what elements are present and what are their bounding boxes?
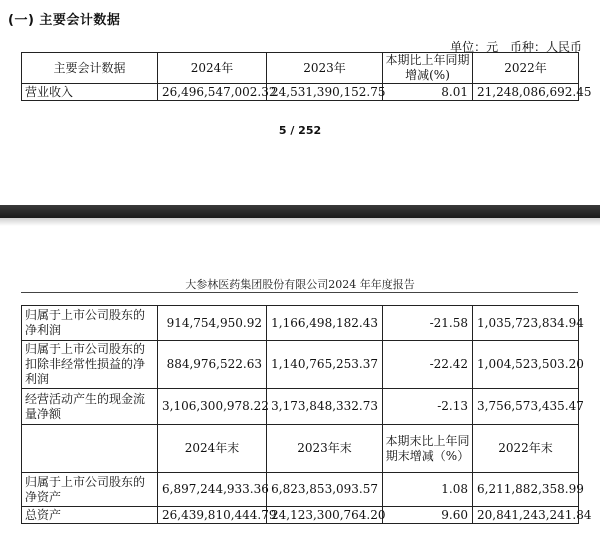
table-row	[22, 306, 579, 341]
table-header-row	[22, 53, 579, 84]
table-header-row	[22, 425, 579, 473]
header-cell: 2023年末	[267, 425, 383, 473]
header-cell	[22, 425, 158, 473]
value-cell: -21.58	[383, 306, 473, 341]
header-rule	[21, 292, 578, 293]
table-row	[22, 473, 579, 507]
value-cell: 24,123,300,764.20	[267, 507, 383, 524]
row-label: 归属于上市公司股东的扣除非经常性损益的净利润	[22, 341, 158, 389]
page-break-shadow	[0, 218, 600, 226]
value-cell: 914,754,950.92	[158, 306, 267, 341]
currency-label: 币种：人民币	[509, 40, 582, 54]
row-label: 归属于上市公司股东的净资产	[22, 473, 158, 507]
table-row	[22, 84, 579, 101]
value-cell: 3,756,573,435.47	[473, 389, 579, 425]
value-cell: 3,173,848,332.73	[267, 389, 383, 425]
header-cell: 2023年	[267, 53, 383, 84]
value-cell: 884,976,522.63	[158, 341, 267, 389]
table-row	[22, 507, 579, 524]
header-cell: 本期末比上年同期末增减（%）	[383, 425, 473, 473]
value-cell: 1,166,498,182.43	[267, 306, 383, 341]
header-cell: 2022年	[473, 53, 579, 84]
section-title: (一) 主要会计数据	[8, 13, 121, 28]
value-cell: 1,035,723,834.94	[473, 306, 579, 341]
header-cell: 2024年末	[158, 425, 267, 473]
row-label: 营业收入	[22, 84, 158, 101]
value-cell: 6,897,244,933.36	[158, 473, 267, 507]
value-cell: 9.60	[383, 507, 473, 524]
accounting-data-table-continued	[21, 305, 592, 524]
table-row	[22, 341, 579, 389]
header-cell: 主要会计数据	[22, 53, 158, 84]
row-label: 经营活动产生的现金流量净额	[22, 389, 158, 425]
unit-label: 单位：元	[450, 40, 499, 54]
value-cell: 21,248,086,692.45	[473, 84, 579, 101]
value-cell: 1,140,765,253.37	[267, 341, 383, 389]
value-cell: 3,106,300,978.22	[158, 389, 267, 425]
row-label: 归属于上市公司股东的净利润	[22, 306, 158, 341]
value-cell: 6,211,882,358.99	[473, 473, 579, 507]
value-cell: 26,439,810,444.79	[158, 507, 267, 524]
report-header: 大参林医药集团股份有限公司2024 年年度报告	[185, 278, 415, 291]
row-label: 总资产	[22, 507, 158, 524]
page-break-bar	[0, 205, 600, 218]
header-cell: 2022年末	[473, 425, 579, 473]
value-cell: 1,004,523,503.20	[473, 341, 579, 389]
page-number: 5 / 252	[278, 124, 322, 137]
value-cell: 1.08	[383, 473, 473, 507]
header-cell: 2024年	[158, 53, 267, 84]
value-cell: -2.13	[383, 389, 473, 425]
accounting-data-table	[21, 52, 592, 101]
value-cell: 20,841,243,241.84	[473, 507, 579, 524]
header-cell: 本期比上年同期增减(%)	[383, 53, 473, 84]
value-cell: 26,496,547,002.32	[158, 84, 267, 101]
table-row	[22, 389, 579, 425]
value-cell: 8.01	[383, 84, 473, 101]
value-cell: -22.42	[383, 341, 473, 389]
value-cell: 6,823,853,093.57	[267, 473, 383, 507]
value-cell: 24,531,390,152.75	[267, 84, 383, 101]
